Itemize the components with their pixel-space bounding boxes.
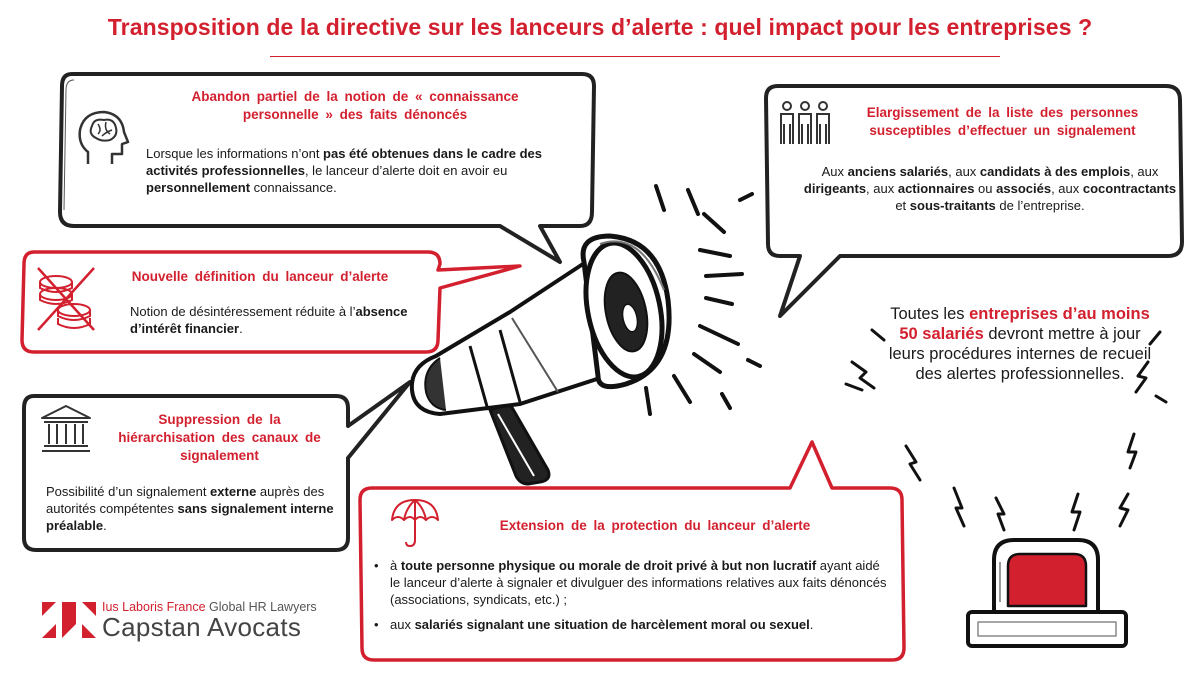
channels-text: Possibilité d’un signalement externe auprès des autorités compétentes sans signalement interne préalable. [46, 484, 334, 533]
capstan-logo [40, 600, 317, 645]
callout-text: Toutes les entreprises d’au moins 50 salariés devront mettre à jour leurs procédures internes de recueil des alertes professionnelles. [888, 305, 1152, 383]
title-underline [270, 56, 1000, 57]
persons-heading: Elargissement de la liste des personnes susceptibles d’effectuer un signalement [866, 105, 1139, 138]
logo-mark-icon [40, 600, 100, 640]
protection-list [372, 557, 892, 641]
people-group-icon [778, 100, 832, 146]
umbrella-icon [390, 496, 440, 548]
crossed-coins-icon [34, 264, 98, 334]
list-item: • à toute personne physique ou morale de droit privé à but non lucratif ayant aidé le lanceur d’alerte à signaler et divulguer des informations relatives aux faits dénoncés (associations, syndicats, etc.) ; [372, 557, 892, 608]
logo-tagline: Ius Laboris France Global HR Lawyers [102, 600, 317, 614]
alarm-light-illustration [968, 540, 1126, 646]
channels-heading: Suppression de la hiérarchisation des canaux de signalement [118, 412, 321, 463]
logo-name: Capstan Avocats [102, 612, 302, 642]
list-item: • aux salariés signalant une situation de harcèlement moral ou sexuel. [372, 616, 892, 633]
institution-icon [40, 404, 92, 454]
knowledge-text: Lorsque les informations n’ont pas été obtenues dans le cadre des activités professionnelles, le lanceur d’alerte doit en avoir eu personnellement connaissance. [146, 146, 542, 195]
brain-head-icon [76, 108, 130, 168]
protection-heading: Extension de la protection du lanceur d’alerte [499, 518, 811, 533]
persons-text: Aux anciens salariés, aux candidats à des emplois, aux dirigeants, aux actionnaires ou associés, aux cocontractants et sous-traitants de l’entreprise. [803, 164, 1177, 213]
page-title: Transposition de la directive sur les lanceurs d’alerte : quel impact pour les entreprises ? [107, 14, 1093, 40]
knowledge-heading: Abandon partiel de la notion de « connaissance personnelle » des faits dénoncés [191, 89, 519, 122]
definition-heading: Nouvelle définition du lanceur d’alerte [131, 269, 389, 284]
definition-text: Notion de désintéressement réduite à l’absence d’intérêt financier. [130, 304, 408, 336]
